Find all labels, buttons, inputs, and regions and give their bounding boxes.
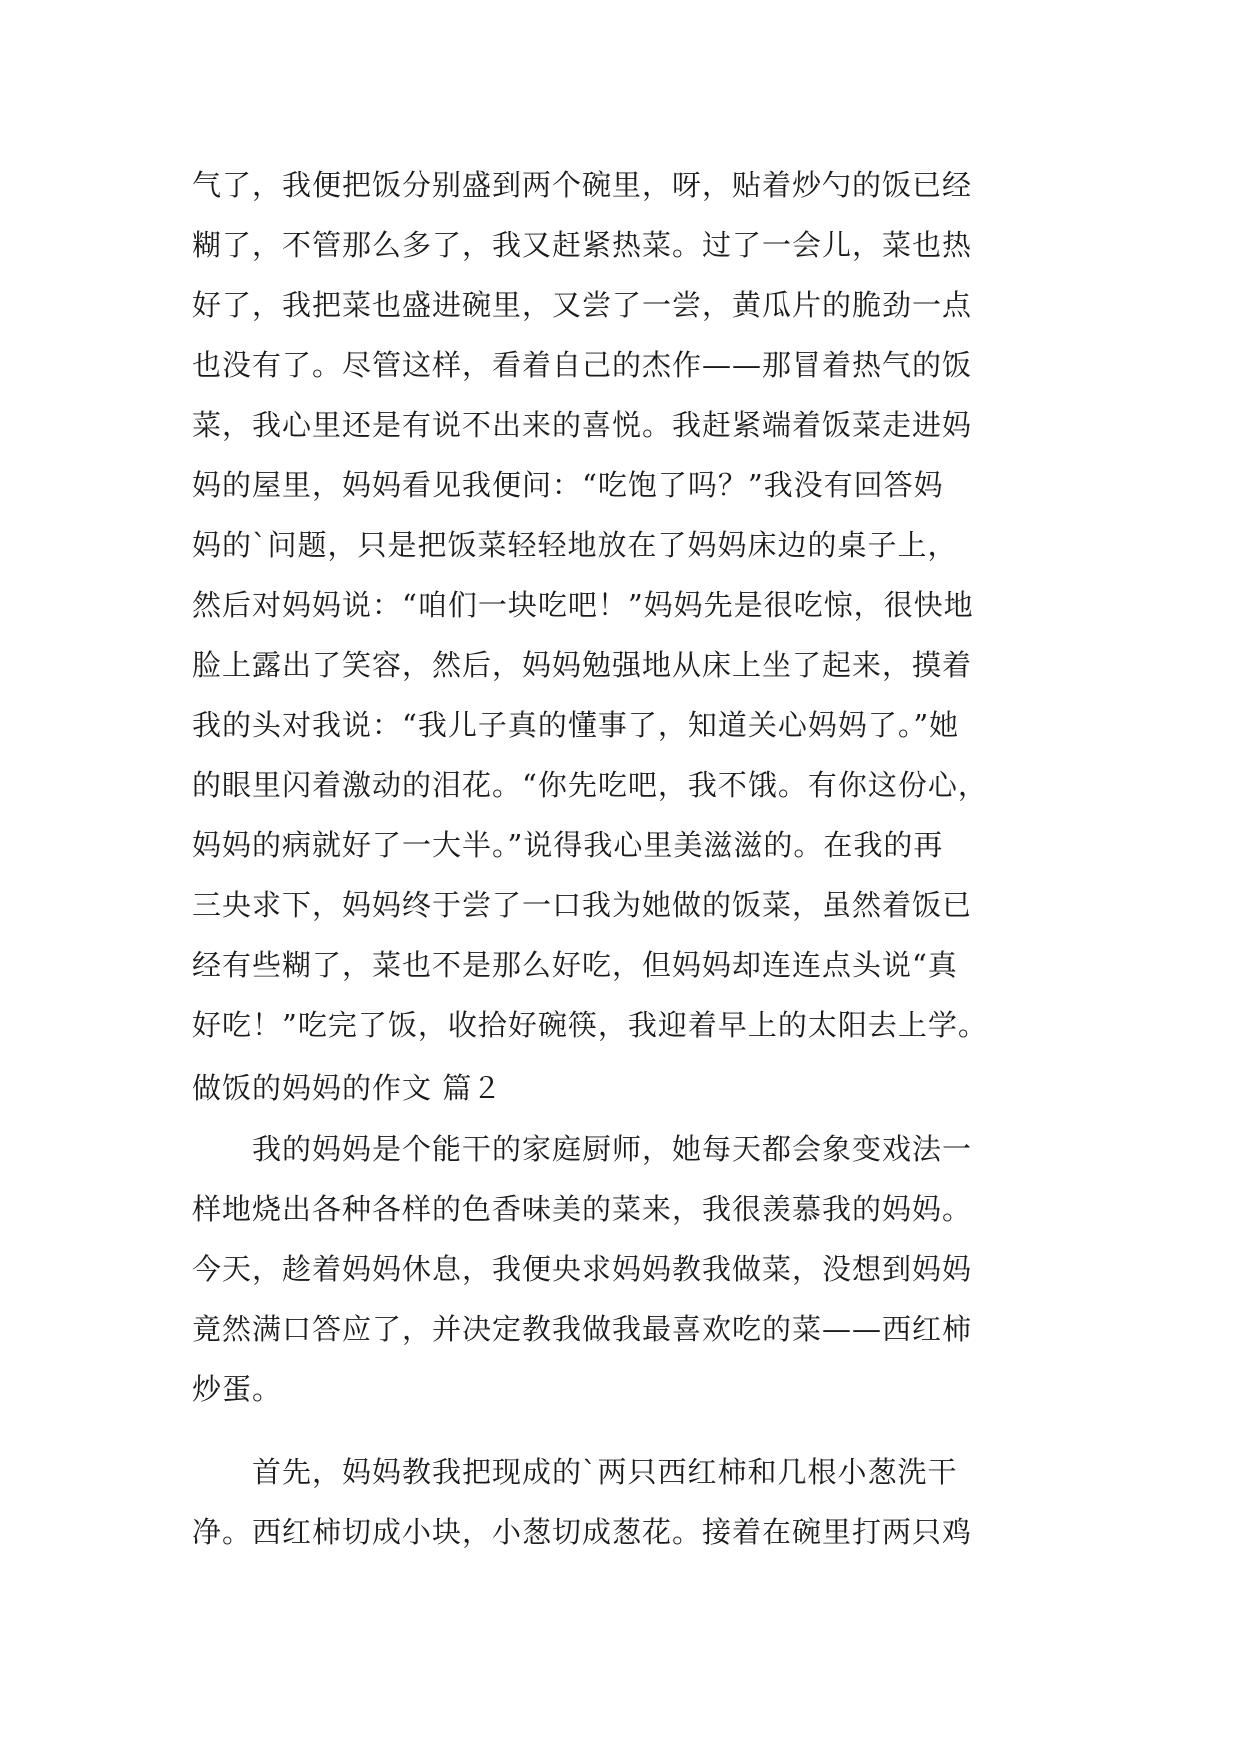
paragraph-continued <box>192 155 1052 1055</box>
text-line: 今天，趁着妈妈休息，我便央求妈妈教我做菜，没想到妈妈 <box>192 1252 973 1286</box>
paragraph-intro <box>192 1119 1052 1419</box>
section-heading: 做饭的妈妈的作文 篇２ <box>192 1071 503 1105</box>
text-line: 妈的屋里，妈妈看见我便问：“吃饱了吗？”我没有回答妈 <box>192 468 944 502</box>
text-line: 脸上露出了笑容，然后，妈妈勉强地从床上坐了起来，摸着 <box>192 648 973 682</box>
paragraph-steps <box>192 1442 1052 1562</box>
text-line: 然后对妈妈说：“咱们一块吃吧！”妈妈先是很吃惊，很快地 <box>192 588 974 622</box>
text-line: 好吃！”吃完了饭，收拾好碗筷，我迎着早上的太阳去上学。 <box>192 1008 988 1042</box>
text-line: 菜，我心里还是有说不出来的喜悦。我赶紧端着饭菜走进妈 <box>192 408 973 442</box>
text-line: 我的头对我说：“我儿子真的懂事了，知道关心妈妈了。”她 <box>192 708 960 742</box>
text-line: 经有些糊了，菜也不是那么好吃，但妈妈却连连点头说“真 <box>192 948 958 982</box>
text-line: 净。西红柿切成小块，小葱切成葱花。接着在碗里打两只鸡 <box>192 1515 973 1549</box>
text-line: 竟然满口答应了，并决定教我做我最喜欢吃的菜——西红柿 <box>192 1312 973 1346</box>
text-line: 妈妈的病就好了一大半。”说得我心里美滋滋的。在我的再 <box>192 828 944 862</box>
text-line: 样地烧出各种各样的色香味美的菜来，我很羡慕我的妈妈。 <box>192 1192 973 1226</box>
text-line: 炒蛋。 <box>192 1372 283 1406</box>
text-line: 首先，妈妈教我把现成的`两只西红柿和几根小葱洗干 <box>192 1455 958 1489</box>
text-line: 好了，我把菜也盛进碗里，又尝了一尝，黄瓜片的脆劲一点 <box>192 288 973 322</box>
text-line: 也没有了。尽管这样，看着自己的杰作——那冒着热气的饭 <box>192 348 973 382</box>
text-line: 妈的`问题，只是把饭菜轻轻地放在了妈妈床边的桌子上， <box>192 528 958 562</box>
text-line: 三央求下，妈妈终于尝了一口我为她做的饭菜，虽然着饭已 <box>192 888 973 922</box>
text-line: 的眼里闪着激动的泪花。“你先吃吧，我不饿。有你这份心， <box>192 768 988 802</box>
text-line: 糊了，不管那么多了，我又赶紧热菜。过了一会儿，菜也热 <box>192 228 973 262</box>
text-line: 我的妈妈是个能干的家庭厨师，她每天都会象变戏法一 <box>192 1132 973 1166</box>
text-line: 气了，我便把饭分别盛到两个碗里，呀，贴着炒勺的饭已经 <box>192 168 973 202</box>
